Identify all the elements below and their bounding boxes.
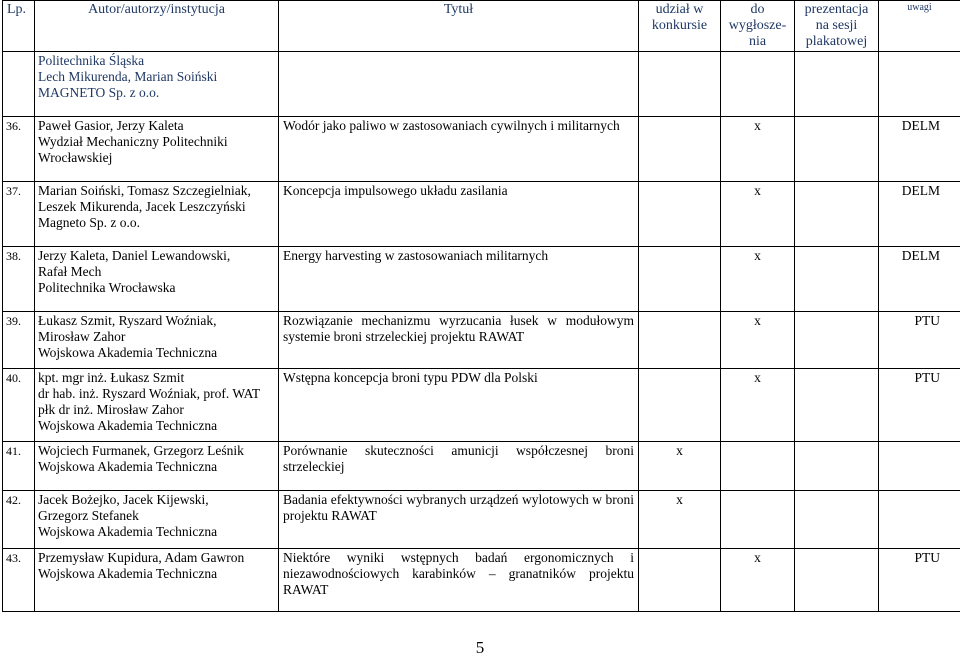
- row-poster: [795, 369, 879, 442]
- row-talk: [721, 442, 795, 491]
- row-number: 43.: [3, 549, 35, 612]
- row-talk: x: [721, 549, 795, 612]
- row-number: 42.: [3, 491, 35, 549]
- row-talk: x: [721, 312, 795, 369]
- row-number: 40.: [3, 369, 35, 442]
- row-contest: [639, 369, 721, 442]
- table-row: [3, 117, 960, 182]
- header-author: Autor/autorzy/instytucja: [35, 1, 279, 52]
- table-row: [3, 369, 960, 442]
- table-row: [3, 312, 960, 369]
- row-notes: DELM: [879, 247, 960, 312]
- row-poster: [795, 117, 879, 182]
- row-poster: [795, 182, 879, 247]
- row-title: Badania efektywności wybranych urządzeń wylotowych w broni projektu RAWAT: [279, 491, 639, 549]
- row-title: Rozwiązanie mechanizmu wyrzucania łusek w modułowym systemie broni strzeleckiej projektu RAWAT: [279, 312, 639, 369]
- header-talk: do wygłosze-nia: [721, 1, 795, 52]
- row-title: Wstępna koncepcja broni typu PDW dla Polski: [279, 369, 639, 442]
- row-authors: Paweł Gasior, Jerzy Kaleta Wydział Mechaniczny Politechniki Wrocławskiej: [35, 117, 279, 182]
- row-title: Niektóre wyniki wstępnych badań ergonomicznych i niezawodnościowych karabinków – granatników projektu RAWAT: [279, 549, 639, 612]
- row-authors: Wojciech Furmanek, Grzegorz Leśnik Wojskowa Akademia Techniczna: [35, 442, 279, 491]
- row-notes: DELM: [879, 117, 960, 182]
- row-authors: kpt. mgr inż. Łukasz Szmit dr hab. inż. Ryszard Woźniak, prof. WAT płk dr inż. Mirosław Zahor Wojskowa Akademia Techniczna: [35, 369, 279, 442]
- row-talk: [721, 491, 795, 549]
- row-contest: [639, 312, 721, 369]
- header-notes: uwagi: [879, 1, 960, 52]
- header-contest: udział w konkursie: [639, 1, 721, 52]
- header-poster: prezentacja na sesji plakatowej: [795, 1, 879, 52]
- table-row: [3, 247, 960, 312]
- row-talk: x: [721, 247, 795, 312]
- row-authors: Jerzy Kaleta, Daniel Lewandowski, Rafał Mech Politechnika Wrocławska: [35, 247, 279, 312]
- row-number: 37.: [3, 182, 35, 247]
- row-contest: x: [639, 491, 721, 549]
- row-notes: PTU: [879, 549, 960, 612]
- row-authors: Jacek Bożejko, Jacek Kijewski, Grzegorz Stefanek Wojskowa Akademia Techniczna: [35, 491, 279, 549]
- row-talk: x: [721, 117, 795, 182]
- table-row: [3, 491, 960, 549]
- row-notes: PTU: [879, 312, 960, 369]
- table-header-row: [3, 1, 960, 52]
- row-contest: [639, 549, 721, 612]
- row-notes: PTU: [879, 369, 960, 442]
- row-contest: [639, 247, 721, 312]
- row-notes: DELM: [879, 182, 960, 247]
- row-number: 38.: [3, 247, 35, 312]
- table-row: [3, 549, 960, 612]
- header-lp: Lp.: [3, 1, 35, 52]
- row-notes: [879, 491, 960, 549]
- intro-row: [3, 52, 960, 117]
- row-contest: [639, 182, 721, 247]
- row-title: Porównanie skuteczności amunicji współczesnej broni strzeleckiej: [279, 442, 639, 491]
- row-number: 36.: [3, 117, 35, 182]
- row-title: Wodór jako paliwo w zastosowaniach cywilnych i militarnych: [279, 117, 639, 182]
- row-talk: x: [721, 369, 795, 442]
- row-poster: [795, 247, 879, 312]
- conference-program-table: [2, 0, 960, 612]
- row-poster: [795, 442, 879, 491]
- row-number: 39.: [3, 312, 35, 369]
- row-poster: [795, 312, 879, 369]
- row-notes: [879, 442, 960, 491]
- intro-authors: Politechnika Śląska Lech Mikurenda, Marian Soiński MAGNETO Sp. z o.o.: [35, 52, 279, 117]
- row-title: Energy harvesting w zastosowaniach militarnych: [279, 247, 639, 312]
- page-number: 5: [0, 638, 960, 658]
- row-title: Koncepcja impulsowego układu zasilania: [279, 182, 639, 247]
- row-poster: [795, 549, 879, 612]
- table-row: [3, 442, 960, 491]
- table-row: [3, 182, 960, 247]
- row-poster: [795, 491, 879, 549]
- header-title: Tytuł: [279, 1, 639, 52]
- row-authors: Przemysław Kupidura, Adam Gawron Wojskowa Akademia Techniczna: [35, 549, 279, 612]
- row-talk: x: [721, 182, 795, 247]
- row-number: 41.: [3, 442, 35, 491]
- row-contest: [639, 117, 721, 182]
- row-authors: Marian Soiński, Tomasz Szczegielniak, Leszek Mikurenda, Jacek Leszczyński Magneto Sp. z o.o.: [35, 182, 279, 247]
- row-authors: Łukasz Szmit, Ryszard Woźniak, Mirosław Zahor Wojskowa Akademia Techniczna: [35, 312, 279, 369]
- row-contest: x: [639, 442, 721, 491]
